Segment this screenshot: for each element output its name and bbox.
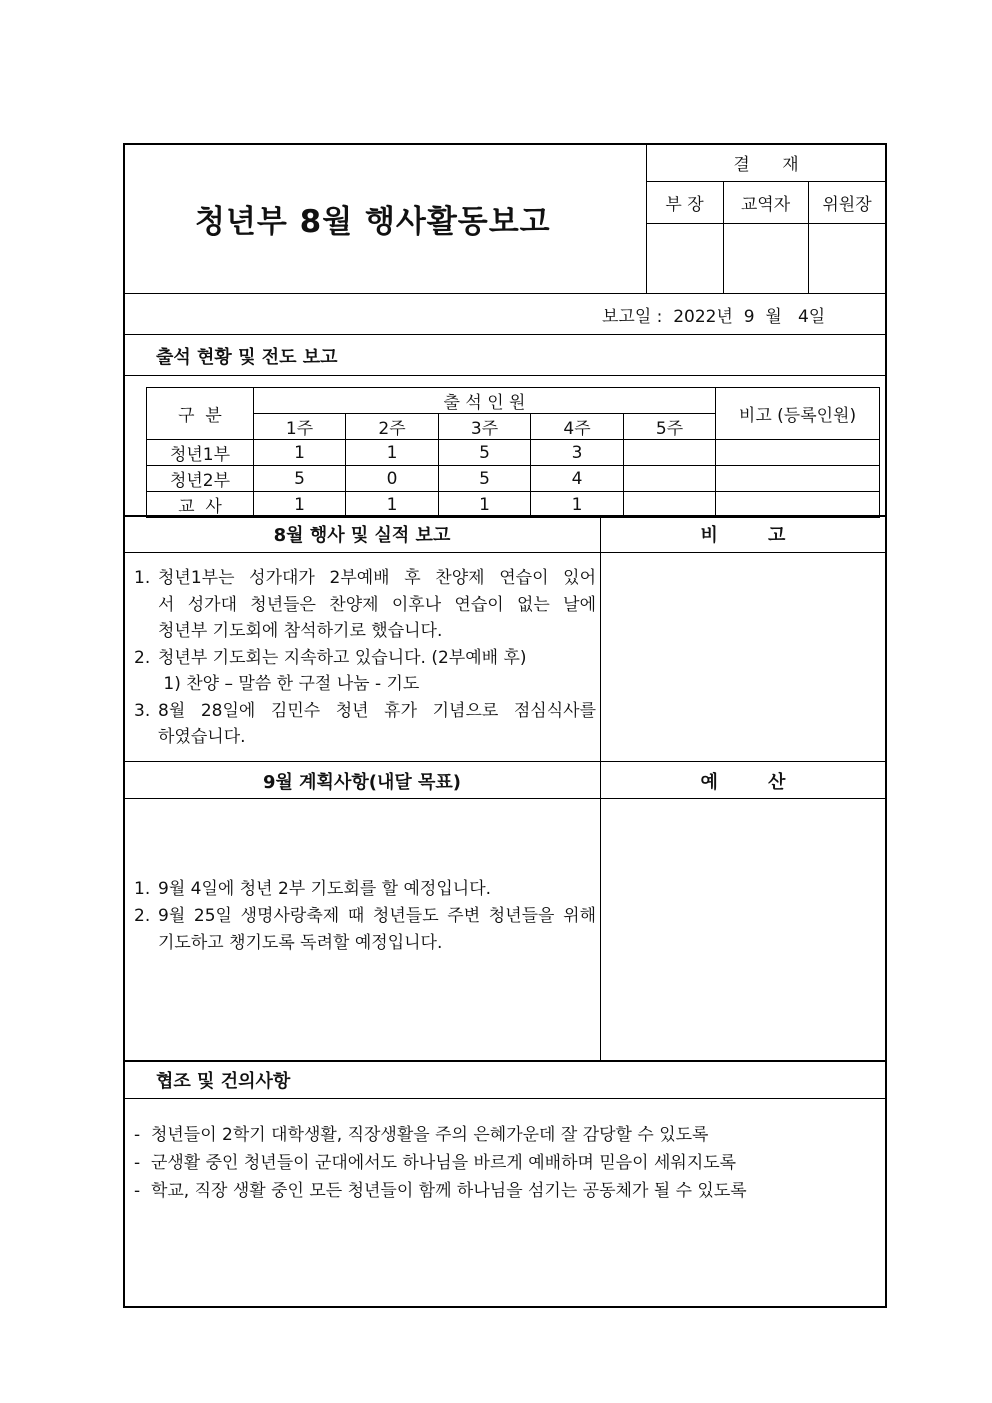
approval-role-head: 부 장 — [665, 195, 704, 215]
attendance-cell: 1 — [346, 440, 439, 466]
attendance-cell: 5 — [439, 440, 531, 466]
attendance-cell — [624, 466, 716, 492]
item-line: 1) 찬양 – 말씀 한 구절 나눔 - 기도 — [158, 674, 420, 694]
attendance-cell — [624, 492, 716, 518]
august-content — [134, 565, 596, 751]
attendance-note-cell — [716, 466, 880, 492]
page-title: 청년부 8월 행사활동보고 — [195, 204, 551, 240]
attendance-cell: 0 — [346, 466, 439, 492]
list-item — [134, 903, 596, 957]
item-line: 기도하고 챙기도록 독려할 예정입니다. — [158, 933, 443, 953]
item-line: 하였습니다. — [158, 727, 246, 747]
approval-role-pastor: 교역자 — [740, 195, 791, 215]
week-header: 2주 — [346, 414, 439, 440]
divider-after-september-title — [124, 798, 886, 799]
list-item — [134, 698, 596, 751]
divider-after-date — [124, 334, 886, 335]
attendance-group-header: 출 석 인 원 — [254, 388, 716, 414]
attendance-note-header: 비고 (등록인원) — [716, 388, 880, 440]
approval-heading: 결 재 — [733, 155, 799, 175]
attendance-cell: 1 — [346, 492, 439, 518]
list-item: - 군생활 중인 청년들이 군대에서도 하나님을 바르게 예배하며 믿음이 세워지도록 — [134, 1153, 737, 1173]
attendance-cell: 1 — [254, 492, 346, 518]
attendance-section-title: 출석 현황 및 전도 보고 — [156, 347, 338, 368]
divider-after-header — [124, 293, 886, 294]
attendance-cell: 1 — [254, 440, 346, 466]
item-line: 청년1부는 성가대가 2부예배 후 찬양제 연습이 있어 — [158, 568, 596, 588]
table-row — [147, 440, 880, 466]
signature-box-chair[interactable] — [810, 225, 885, 291]
item-number: 3. — [134, 700, 151, 721]
week-header: 1주 — [254, 414, 346, 440]
item-line: 9월 4일에 청년 2부 기도회를 할 예정입니다. — [158, 879, 492, 899]
row-label: 청년2부 — [147, 466, 254, 492]
attendance-cell: 1 — [531, 492, 624, 518]
attendance-note-cell — [716, 440, 880, 466]
row-label: 교 사 — [147, 492, 254, 518]
divider-before-september — [124, 761, 886, 762]
item-number: 2. — [134, 906, 151, 926]
attendance-cell — [624, 440, 716, 466]
table-row — [147, 492, 880, 518]
divider-before-august — [124, 515, 886, 517]
divider-after-attendance-title — [124, 375, 886, 376]
attendance-cell: 4 — [531, 466, 624, 492]
attendance-row-header: 구 분 — [147, 388, 254, 440]
attendance-cell: 5 — [439, 466, 531, 492]
item-line: 서 성가대 청년들은 찬양제 이후나 연습이 없는 날에 — [158, 594, 596, 615]
item-number: 1. — [134, 568, 151, 588]
list-item — [134, 645, 596, 698]
row-label: 청년1부 — [147, 440, 254, 466]
list-item — [134, 876, 596, 903]
divider-after-cooperation-title — [124, 1098, 886, 1099]
august-section-title: 8월 행사 및 실적 보고 — [273, 525, 451, 546]
september-budget-title: 예 산 — [700, 772, 786, 793]
week-header: 5주 — [624, 414, 716, 440]
item-line: 9월 25일 생명사랑축제 때 청년들도 주변 청년들을 위해 — [158, 906, 596, 926]
item-number: 1. — [134, 879, 151, 899]
week-header: 4주 — [531, 414, 624, 440]
attendance-cell: 3 — [531, 440, 624, 466]
approval-divider-1 — [646, 181, 886, 182]
attendance-cell: 1 — [439, 492, 531, 518]
approval-divider-2 — [646, 223, 886, 224]
item-line: 청년부 기도회에 참석하기로 했습니다. — [158, 621, 443, 641]
list-item: - 청년들이 2학기 대학생활, 직장생활을 주의 은혜가운데 잘 감당할 수 있도록 — [134, 1125, 709, 1145]
attendance-note-cell — [716, 492, 880, 518]
item-line: 청년부 기도회는 지속하고 있습니다. (2부예배 후) — [158, 647, 527, 668]
signature-box-pastor[interactable] — [725, 225, 807, 291]
report-date: 보고일 : 2022년 9 월 4일 — [602, 307, 826, 327]
signature-box-head[interactable] — [648, 225, 722, 291]
attendance-cell: 5 — [254, 466, 346, 492]
week-header: 3주 — [439, 414, 531, 440]
attendance-table — [146, 387, 880, 518]
cooperation-list — [134, 1121, 874, 1205]
list-item: - 학교, 직장 생활 중인 모든 청년들이 함께 하나님을 섬기는 공동체가 될 수 있도록 — [134, 1181, 747, 1201]
divider-before-cooperation — [124, 1060, 886, 1062]
item-line: 8월 28일에 김민수 청년 휴가 기념으로 점심식사를 — [158, 700, 596, 721]
august-note-title: 비 고 — [700, 525, 786, 546]
list-item — [134, 565, 596, 645]
approval-role-chair: 위원장 — [822, 195, 872, 215]
item-number: 2. — [134, 647, 151, 668]
table-row — [147, 466, 880, 492]
cooperation-section-title: 협조 및 건의사항 — [156, 1071, 291, 1092]
september-section-title: 9월 계획사항(내달 목표) — [262, 772, 461, 793]
september-content — [134, 876, 596, 957]
divider-after-august-title — [124, 552, 886, 553]
